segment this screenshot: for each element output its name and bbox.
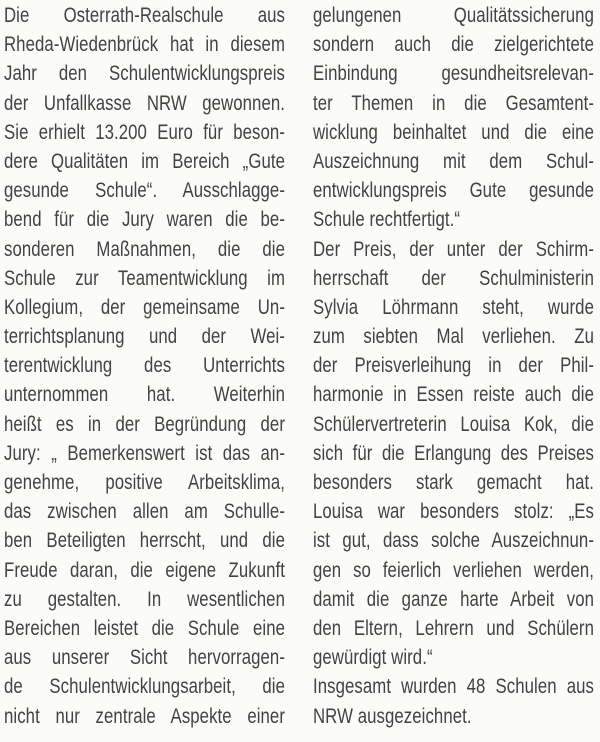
text-line: das zwischen allen am Schulle- [4,500,286,524]
text-line: ist gut, dass solche Auszeichnun- [313,529,595,553]
text-line: genehme, positive Arbeitsklima, [4,471,286,494]
text-line: entwicklungspreis Gute gesunde [313,179,595,203]
text-line: bend für die Jury waren die be- [4,208,286,232]
text-line: heißt es in der Begründung der [4,412,286,436]
text-line: besonders stark gemacht hat. [313,471,595,494]
text-line: Sie erhielt 13.200 Euro für beson- [4,120,286,144]
text-line: NRW ausgezeichnet. [313,704,472,728]
text-line: Insgesamt wurden 48 Schulen aus [313,675,595,699]
text-line: aus unserer Sicht hervorragen- [4,646,286,670]
text-line: Der Preis, der unter der Schirm- [313,237,595,261]
text-line: Auszeichnung mit dem Schul- [313,149,595,173]
text-line: Schule rechtfertigt.“ [313,208,461,232]
text-line: Einbindung gesundheitsrelevan- [313,62,595,86]
text-line: gen so feierlich verliehen werden, [313,558,595,582]
text-line: Sylvia Löhrmann steht, wurde [313,295,595,319]
text-line: herrschaft der Schulministerin [313,266,595,290]
text-line: unternommen hat. Weiterhin [4,383,286,407]
text-line: Rheda-Wiedenbrück hat in diesem [4,33,286,57]
text-line: Bereichen leistet die Schule eine [4,616,286,640]
text-line: den Eltern, Lehrern und Schülern [313,616,595,640]
text-line: der Unfallkasse NRW gewonnen. [4,91,286,115]
text-line: Schule zur Teamentwicklung im [4,266,286,290]
text-line: damit die ganze harte Arbeit von [313,587,595,611]
text-line: zu gestalten. In wesentlichen [4,587,286,611]
text-line: sonderen Maßnahmen, die die [4,237,286,261]
text-line: de Schulentwicklungsarbeit, die [4,675,286,699]
text-line: Freude daran, die eigene Zukunft [4,558,286,582]
text-line: sondern auch die zielgerichtete [313,33,595,57]
text-line: zum siebten Mal verliehen. Zu [313,325,595,349]
text-line: Jahr den Schulentwicklungspreis [4,62,286,86]
text-line: wicklung beinhaltet und die eine [313,120,595,144]
text-line: sich für die Erlangung des Preises [313,441,595,465]
article-column-right [313,1,594,731]
text-line: der Preisverleihung in der Phil- [313,354,595,378]
text-line: terrichtsplanung und der Wei- [4,325,286,349]
text-line: Louisa war besonders stolz: „Es [313,500,595,524]
text-line: gewürdigt wird.“ [313,646,433,670]
text-line: ter Themen in die Gesamtent- [313,91,595,115]
text-line: Schülervertreterin Louisa Kok, die [313,412,595,436]
text-line: Jury: „ Bemerkenswert ist das an- [4,441,286,465]
text-line: Kollegium, der gemeinsame Un- [4,295,286,319]
text-line: dere Qualitäten im Bereich „Gute [4,149,286,173]
text-line: gelungenen Qualitätssicherung [313,4,595,27]
text-line: harmonie in Essen reiste auch die [313,383,595,407]
text-line: Die Osterrath-Realschule aus [4,4,286,27]
text-line: terentwicklung des Unterrichts [4,354,286,378]
text-line: gesunde Schule“. Ausschlagge- [4,179,286,203]
article-column-left [4,1,285,731]
text-line: nicht nur zentrale Aspekte einer [4,704,286,728]
text-line: ben Beteiligten herrscht, und die [4,529,286,553]
